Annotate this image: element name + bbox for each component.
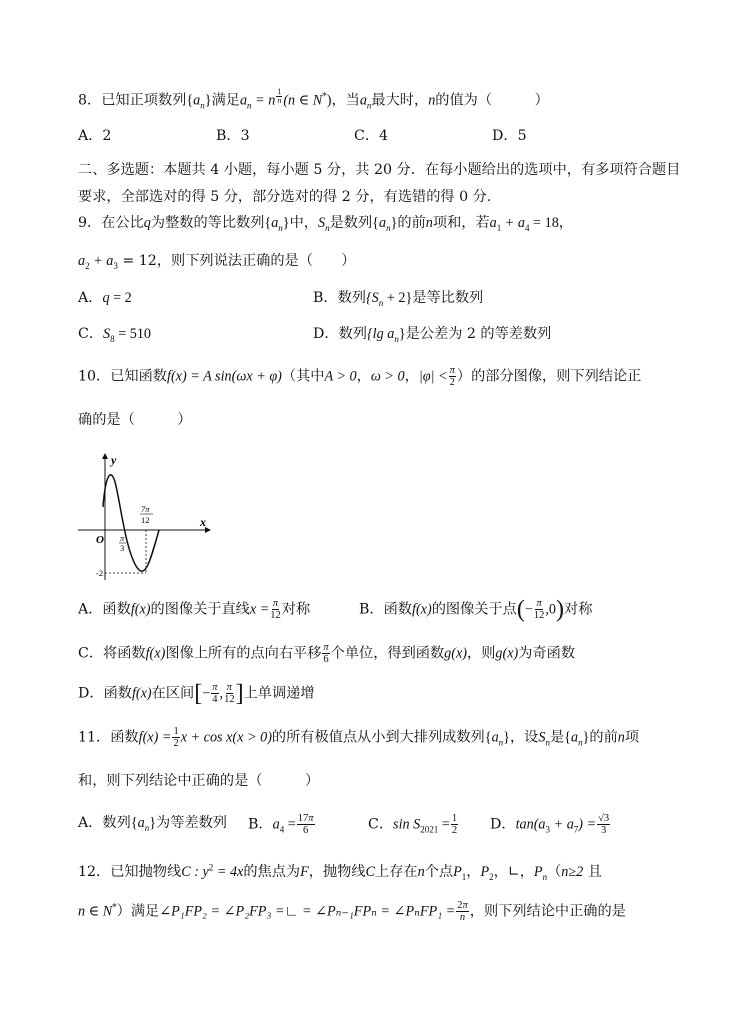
q8-stem: 8．已知正项数列$\{a_n\}$满足$a_n = n$ $^{\frac{1}{n}}$ (n ∈ N*)，当$a_n$最大时，n的值为（ ）	[78, 87, 549, 111]
x-axis-label: x	[200, 515, 206, 529]
q11-stem: 11．函数f(x) = $\frac{1}{2}$ x + cos x(x > 0)的所有极值点从小到大排列成数列$\{a_n\}$，设$S_n$是$\{a_n\}$的前n项	[78, 726, 640, 749]
q8-option-c[interactable]: C．4	[354, 128, 389, 144]
tick-pi3-num: π	[120, 533, 125, 543]
q9-option-a[interactable]: A．q = 2	[78, 290, 132, 306]
q11-option-a[interactable]: A．数列$\{a_n\}$为等差数列	[78, 815, 227, 833]
section2-line1: 二、多选题：本题共 4 小题，每小题 5 分，共 20 分．在每小题给出的选项中，有多项符合题目	[78, 162, 681, 178]
y-min-label: -2	[96, 568, 104, 578]
q11-option-c[interactable]: C．$\sin S_{2021}$ = $\frac{1}{2}$	[368, 813, 458, 836]
q9-option-d[interactable]: D．数列{lg $a_n$}是公差为 2 的等差数列	[313, 326, 552, 344]
q12-stem: 12．已知抛物线C : $y^2 = 4x$的焦点为F，抛物线C上存在n个点$P_1$，$P_2$，∟，$P_n(n\ge 2$ 且	[78, 862, 602, 882]
q10-option-d[interactable]: D．函数f(x)在区间[− $\frac{\pi}{4}$ , $\frac{\pi}{12}$ ]上单调递增	[78, 680, 315, 707]
q9-option-c[interactable]: C．$S_8 = 510$	[78, 326, 152, 344]
origin-label: O	[96, 534, 104, 546]
sine-curve	[103, 475, 159, 571]
q8-option-d[interactable]: D．5	[492, 128, 527, 144]
q9-option-b[interactable]: B．数列$\{S_n + 2\}$是等比数列	[313, 290, 484, 308]
q10-option-c[interactable]: C．将函数f(x)图像上所有的点向右平移 $\frac{\pi}{6}$ 个单位，得到函数g(x)，则g(x)为奇函数	[78, 642, 576, 665]
q8-option-b[interactable]: B．3	[216, 128, 250, 144]
q11-stem-line2: 和，则下列结论中正确的是（ ）	[78, 773, 320, 789]
tick-7pi12-num: 7π	[141, 504, 150, 514]
q11-option-d[interactable]: D．$\tan(a_3 + a_7)$ = $\frac{√3}{3}$	[490, 813, 610, 836]
q10-option-a[interactable]: A．函数f(x)的图像关于直线x = $\frac{\pi}{12}$ 对称	[78, 598, 311, 621]
q9-stem: 9．在公比q为整数的等比数列$\{a_n\}$中，$S_n$是数列$\{a_n\}$的前n项和，若$a_1 + a_4 = 18$，	[78, 215, 573, 233]
tick-7pi12-den: 12	[141, 515, 150, 525]
q10-function-graph	[76, 450, 216, 585]
q10-stem: 10．已知函数f(x) = A sin(ωx + φ)（其中A > 0，ω > 0，|φ| < $\frac{\pi}{2}$ ）的部分图像，则下列结论正	[78, 365, 642, 388]
q8-option-a[interactable]: A．2	[78, 128, 112, 144]
section2-line2: 要求，全部选对的得 5 分，部分选对的得 2 分，有选错的得 0 分.	[78, 189, 492, 205]
q12-stem-line2: n ∈ N*）满足∠P₁FP₂ = ∠P₂FP₃ =∟ = ∠Pₙ₋₁FPₙ = ∠PₙFP₁ = $\frac{2\pi}{n}$ ，则下列结论中正确的是	[78, 900, 626, 923]
y-axis-label: y	[111, 453, 117, 467]
q11-option-b[interactable]: B．$a_4$ = $\frac{17\pi}{6}$	[248, 813, 314, 836]
q10-stem-line2: 确的是（ ）	[78, 412, 192, 428]
q10-option-b[interactable]: B．函数f(x)的图像关于点(− $\frac{\pi}{12}$ ,0)对称	[359, 596, 593, 623]
q9-stem-line2: $a_2 + a_3 = 12$，则下列说法正确的是（ ）	[78, 253, 356, 271]
tick-pi3-den: 3	[120, 543, 125, 553]
